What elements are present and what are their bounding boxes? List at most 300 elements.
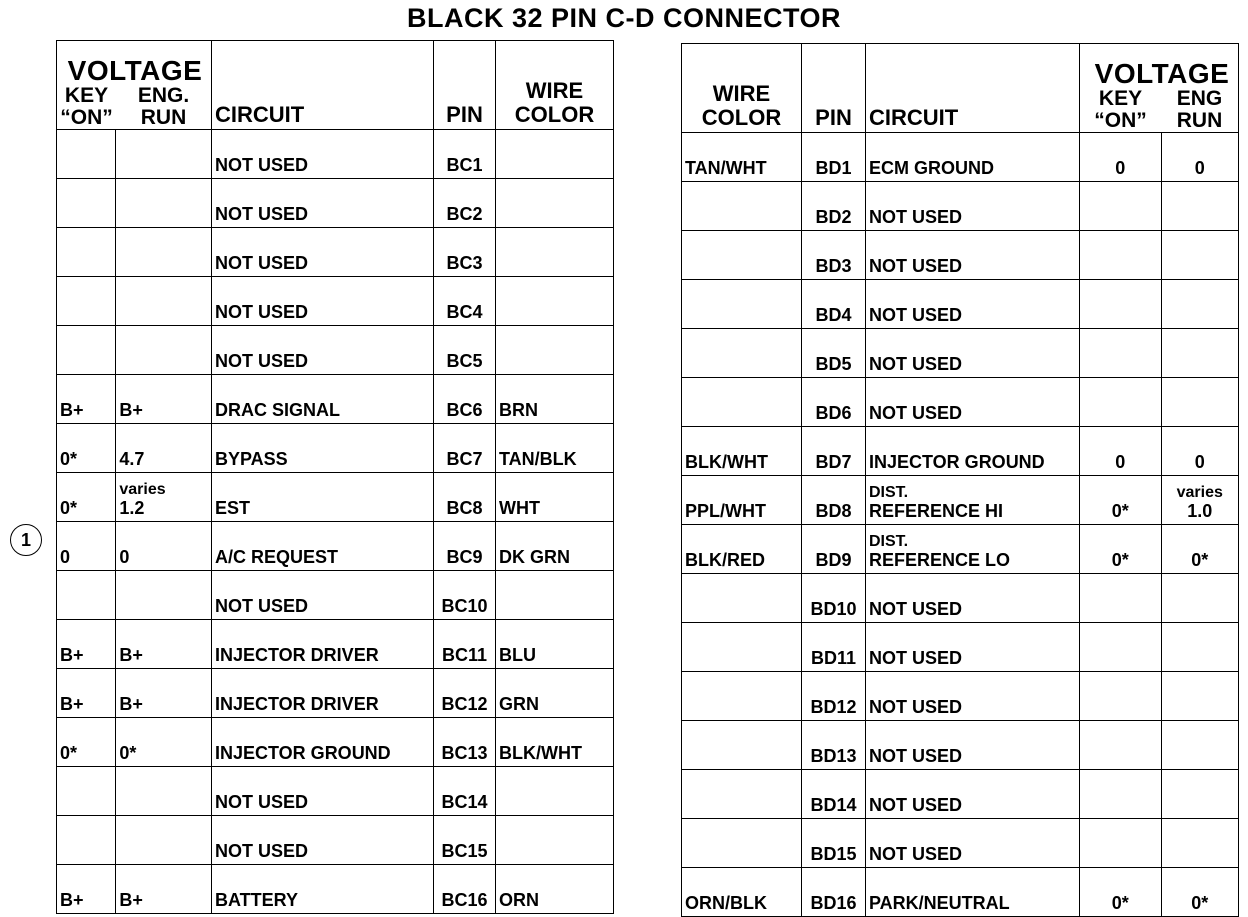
table-row: [57, 326, 614, 375]
table-row: [682, 574, 1239, 623]
pin-id-value: BD7: [815, 452, 852, 472]
circuit-name: [866, 280, 1080, 329]
eng-run-voltage-value: B+: [119, 694, 143, 714]
pin-id-value: BC5: [446, 351, 483, 371]
circuit-name: [866, 231, 1080, 280]
key-on-voltage: [1080, 427, 1162, 476]
key-on-voltage: [57, 326, 116, 375]
circuit-name: [212, 473, 434, 522]
key-on-voltage-value: 0: [1115, 158, 1126, 178]
eng-run-voltage: [1161, 231, 1239, 280]
pin-id: [434, 718, 496, 767]
wire-color-value: PPL/WHT: [685, 501, 766, 521]
wire-color: [496, 228, 614, 277]
pin-id-value: BC10: [441, 596, 488, 616]
circuit-name: [866, 574, 1080, 623]
circuit-name: [866, 329, 1080, 378]
pin-id: [802, 525, 866, 574]
pin-id-value: BC2: [446, 204, 483, 224]
circuit-name: [866, 525, 1080, 574]
circuit-name: [866, 623, 1080, 672]
key-on-voltage-value: 0*: [1111, 893, 1129, 913]
pin-id-value: BC13: [441, 743, 488, 763]
key-on-voltage-value: 0*: [60, 498, 78, 518]
pin-id-value: BD3: [815, 256, 852, 276]
key-on-header: [1080, 88, 1161, 132]
key-on-voltage: [57, 179, 116, 228]
circuit-name-upper: DIST.: [869, 533, 909, 550]
eng-run-voltage: [1161, 672, 1239, 721]
pin-id: [802, 182, 866, 231]
pin-id-value: BD1: [815, 158, 852, 178]
table-row: [682, 770, 1239, 819]
voltage-header: [1080, 44, 1239, 133]
key-on-voltage: [1080, 378, 1162, 427]
wire-color: [682, 819, 802, 868]
circuit-name: [212, 179, 434, 228]
key-on-voltage: [1080, 868, 1162, 917]
pin-id-value: BC8: [446, 498, 483, 518]
key-on-voltage-value: 0: [60, 547, 71, 567]
circuit-name-value: A/C REQUEST: [215, 547, 339, 567]
eng-run-voltage: [116, 865, 212, 914]
pin-id: [434, 424, 496, 473]
table-row: [682, 133, 1239, 182]
circuit-name: [212, 865, 434, 914]
key-on-header: [57, 85, 116, 129]
table-row: [57, 718, 614, 767]
key-on-voltage: [57, 277, 116, 326]
wire-color-value: WHT: [499, 498, 540, 518]
table-row: [57, 375, 614, 424]
pin-id-value: BD11: [810, 648, 857, 668]
key-on-voltage: [1080, 182, 1162, 231]
table-row: [682, 476, 1239, 525]
table-row: [682, 329, 1239, 378]
eng-run-voltage: [116, 669, 212, 718]
pin-id: [434, 816, 496, 865]
pin-id-value: BD16: [810, 893, 857, 913]
wire-color: [682, 378, 802, 427]
pin-id-value: BC6: [446, 400, 483, 420]
on-label: “ON”: [60, 106, 113, 129]
circuit-name: [212, 375, 434, 424]
eng-run-voltage: [1161, 721, 1239, 770]
bc-table-header: [57, 41, 614, 130]
pin-id-value: BD15: [810, 844, 857, 864]
eng-run-voltage: [116, 326, 212, 375]
pin-id: [434, 130, 496, 179]
table-row: [57, 767, 614, 816]
wire-color: [496, 424, 614, 473]
pin-id-value: BC11: [441, 645, 488, 665]
circuit-name: [212, 767, 434, 816]
circuit-name: [866, 819, 1080, 868]
key-on-voltage: [1080, 476, 1162, 525]
eng-run-voltage-upper: varies: [1176, 484, 1223, 501]
pin-id: [802, 329, 866, 378]
key-on-voltage: [1080, 819, 1162, 868]
wire-color: [496, 130, 614, 179]
wire-color: [496, 767, 614, 816]
table-row: [682, 525, 1239, 574]
wire-color-value: TAN/BLK: [499, 449, 577, 469]
key-on-voltage: [1080, 721, 1162, 770]
key-on-voltage: [57, 473, 116, 522]
eng-run-voltage: [116, 620, 212, 669]
circuit-name: [212, 571, 434, 620]
wire-color: [682, 280, 802, 329]
pin-header-label: PIN: [446, 102, 483, 127]
pin-id-value: BD2: [815, 207, 852, 227]
circuit-name-upper: DIST.: [869, 484, 909, 501]
voltage-header: [57, 41, 212, 130]
circuit-name-value: NOT USED: [869, 746, 963, 766]
table-row: [682, 378, 1239, 427]
pin-id: [434, 375, 496, 424]
key-on-voltage: [1080, 525, 1162, 574]
circuit-name: [866, 721, 1080, 770]
eng-run-voltage: [1161, 182, 1239, 231]
circuit-header-label: CIRCUIT: [869, 105, 959, 130]
circuit-name: [212, 816, 434, 865]
circuit-name: [212, 277, 434, 326]
pin-header: [802, 44, 866, 133]
circuit-name: [212, 424, 434, 473]
run-label: RUN: [140, 106, 187, 129]
table-row: [57, 620, 614, 669]
wire-color-value: BLK/RED: [685, 550, 765, 570]
pin-id: [434, 865, 496, 914]
key-label: KEY: [64, 84, 109, 107]
circuit-name-value: EST: [215, 498, 251, 518]
circuit-name: [866, 672, 1080, 721]
wire-color: [682, 574, 802, 623]
eng-run-voltage-value: 0*: [119, 743, 137, 763]
pin-id-value: BC14: [441, 792, 488, 812]
eng-label: ENG: [1176, 87, 1223, 110]
key-on-voltage-value: B+: [60, 645, 84, 665]
bd-connector-table: [681, 43, 1239, 917]
wire-color: [682, 329, 802, 378]
eng-run-voltage: [116, 228, 212, 277]
eng-run-voltage: [1161, 770, 1239, 819]
key-on-voltage: [1080, 770, 1162, 819]
pin-id: [434, 669, 496, 718]
wire-color: [682, 427, 802, 476]
pin-id: [802, 623, 866, 672]
eng-run-voltage: [1161, 280, 1239, 329]
eng-run-header: [116, 85, 211, 129]
key-on-voltage: [57, 865, 116, 914]
eng-run-voltage: [1161, 378, 1239, 427]
pin-id: [434, 620, 496, 669]
key-on-voltage: [57, 228, 116, 277]
circuit-name: [866, 133, 1080, 182]
key-on-voltage: [57, 522, 116, 571]
circuit-name-value: BATTERY: [215, 890, 298, 910]
pin-id: [434, 179, 496, 228]
eng-label: ENG.: [137, 84, 190, 107]
eng-run-voltage-value: B+: [119, 645, 143, 665]
eng-run-voltage: [1161, 819, 1239, 868]
circuit-name-value: NOT USED: [869, 795, 963, 815]
pin-id: [434, 277, 496, 326]
circuit-name-value: NOT USED: [869, 207, 963, 227]
key-on-voltage-value: 0: [1115, 452, 1126, 472]
wire-color-value: BLK/WHT: [685, 452, 768, 472]
key-on-voltage: [1080, 280, 1162, 329]
key-on-voltage-value: B+: [60, 694, 84, 714]
table-row: [57, 571, 614, 620]
wire-color: [682, 525, 802, 574]
key-on-voltage-value: 0*: [60, 449, 78, 469]
table-row: [682, 819, 1239, 868]
circuit-name-value: PARK/NEUTRAL: [869, 893, 1010, 913]
circuit-name: [866, 770, 1080, 819]
eng-run-voltage: [116, 130, 212, 179]
wire-color: [496, 620, 614, 669]
pin-id: [802, 231, 866, 280]
key-label: KEY: [1098, 87, 1143, 110]
circuit-name-value: NOT USED: [869, 648, 963, 668]
pin-id: [802, 133, 866, 182]
table-row: [682, 672, 1239, 721]
circuit-name-value: NOT USED: [215, 155, 309, 175]
circuit-name-value: NOT USED: [215, 792, 309, 812]
wire-label: WIRE: [525, 78, 584, 103]
wire-color-value: DK GRN: [499, 547, 570, 567]
circuit-name-value: NOT USED: [869, 305, 963, 325]
wire-color-value: BLU: [499, 645, 536, 665]
circuit-name-value: NOT USED: [869, 697, 963, 717]
pin-id: [802, 868, 866, 917]
table-row: [682, 427, 1239, 476]
wire-color: [682, 770, 802, 819]
circuit-name: [212, 130, 434, 179]
pin-id-value: BC16: [441, 890, 488, 910]
circuit-name-value: ECM GROUND: [869, 158, 994, 178]
table-row: [57, 816, 614, 865]
wire-color-value: ORN/BLK: [685, 893, 767, 913]
pin-id: [802, 378, 866, 427]
pin-id: [434, 522, 496, 571]
key-on-voltage-value: B+: [60, 400, 84, 420]
eng-run-voltage: [1161, 427, 1239, 476]
circuit-header-label: CIRCUIT: [215, 102, 305, 127]
wire-color: [682, 868, 802, 917]
table-row: [682, 231, 1239, 280]
wire-color-value: TAN/WHT: [685, 158, 767, 178]
pin-id-value: BD12: [810, 697, 857, 717]
eng-run-voltage: [116, 375, 212, 424]
wire-color: [682, 133, 802, 182]
eng-run-voltage: [116, 571, 212, 620]
eng-run-voltage: [1161, 574, 1239, 623]
eng-run-voltage: [116, 767, 212, 816]
eng-run-voltage-value: 0*: [1191, 550, 1209, 570]
wire-color-header: [682, 44, 802, 133]
circuit-name: [212, 669, 434, 718]
wire-color: [496, 865, 614, 914]
eng-run-voltage-value: 4.7: [119, 449, 145, 469]
circuit-name: [866, 378, 1080, 427]
circuit-name-value: INJECTOR GROUND: [215, 743, 391, 763]
wire-color: [496, 179, 614, 228]
key-on-voltage-value: 0*: [60, 743, 78, 763]
wire-color: [682, 182, 802, 231]
circuit-name-value: NOT USED: [215, 596, 309, 616]
pin-id-value: BC7: [446, 449, 483, 469]
circuit-name: [212, 326, 434, 375]
circuit-name-value: DRAC SIGNAL: [215, 400, 340, 420]
eng-run-voltage: [1161, 623, 1239, 672]
wire-color: [496, 522, 614, 571]
pin-id-value: BC9: [446, 547, 483, 567]
pin-id-value: BC3: [446, 253, 483, 273]
pin-id-value: BD8: [815, 501, 852, 521]
key-on-voltage: [57, 571, 116, 620]
table-row: [682, 721, 1239, 770]
wire-label: WIRE: [712, 81, 771, 106]
eng-run-voltage-value: 1.2: [119, 498, 145, 518]
pin-id-value: BD5: [815, 354, 852, 374]
table-row: [682, 182, 1239, 231]
eng-run-voltage: [1161, 329, 1239, 378]
voltage-label: VOLTAGE: [1094, 58, 1230, 89]
key-on-voltage: [1080, 623, 1162, 672]
key-on-voltage: [1080, 329, 1162, 378]
wire-color-value: ORN: [499, 890, 539, 910]
circuit-header: [212, 41, 434, 130]
eng-run-voltage: [116, 473, 212, 522]
circuit-name-value: NOT USED: [215, 204, 309, 224]
wire-color: [682, 476, 802, 525]
key-on-voltage: [57, 620, 116, 669]
circuit-name: [212, 522, 434, 571]
eng-run-voltage: [1161, 476, 1239, 525]
circuit-name-value: INJECTOR DRIVER: [215, 694, 379, 714]
bc-connector-table: [56, 40, 614, 914]
table-row: [682, 868, 1239, 917]
pin-id: [434, 228, 496, 277]
circuit-name: [866, 868, 1080, 917]
wire-color: [496, 718, 614, 767]
circuit-name-value: REFERENCE LO: [869, 550, 1011, 570]
pin-id-value: BD14: [810, 795, 857, 815]
circuit-name-value: REFERENCE HI: [869, 501, 1004, 521]
voltage-label: VOLTAGE: [67, 55, 203, 86]
pin-id-value: BC15: [441, 841, 488, 861]
circuit-name: [866, 476, 1080, 525]
pin-id: [802, 770, 866, 819]
pin-id: [802, 427, 866, 476]
circuit-name-value: NOT USED: [869, 403, 963, 423]
eng-run-voltage: [116, 424, 212, 473]
wire-color: [682, 623, 802, 672]
key-on-voltage: [57, 669, 116, 718]
eng-run-voltage: [1161, 525, 1239, 574]
eng-run-voltage: [116, 277, 212, 326]
key-on-voltage: [57, 424, 116, 473]
pin-id: [434, 473, 496, 522]
wire-color-header: [496, 41, 614, 130]
pin-id: [434, 571, 496, 620]
circuit-name-value: NOT USED: [215, 841, 309, 861]
key-on-voltage-value: B+: [60, 890, 84, 910]
table-row: [57, 179, 614, 228]
eng-run-voltage-value: B+: [119, 400, 143, 420]
pin-id: [434, 767, 496, 816]
run-label: RUN: [1176, 109, 1223, 132]
pin-id-value: BD4: [815, 305, 852, 325]
wire-color: [496, 277, 614, 326]
key-on-voltage: [1080, 231, 1162, 280]
circuit-name-value: NOT USED: [869, 844, 963, 864]
wire-color: [682, 231, 802, 280]
key-on-voltage: [1080, 574, 1162, 623]
eng-run-voltage: [116, 179, 212, 228]
table-row: [57, 228, 614, 277]
eng-run-voltage-value: B+: [119, 890, 143, 910]
circuit-name: [212, 620, 434, 669]
key-on-voltage: [57, 375, 116, 424]
wire-color-value: BRN: [499, 400, 538, 420]
wire-color: [496, 473, 614, 522]
wire-color: [496, 816, 614, 865]
circuit-name: [866, 182, 1080, 231]
eng-run-voltage-value: 0*: [1191, 893, 1209, 913]
pin-id: [802, 672, 866, 721]
wire-color: [496, 326, 614, 375]
bc-table-body: [57, 130, 614, 914]
wire-color: [496, 571, 614, 620]
key-on-voltage: [57, 130, 116, 179]
key-on-voltage-value: 0*: [1111, 550, 1129, 570]
pin-id-value: BC12: [441, 694, 488, 714]
pin-id-value: BD6: [815, 403, 852, 423]
table-row: [57, 277, 614, 326]
pin-header-label: PIN: [815, 105, 852, 130]
eng-run-voltage-value: 0: [1194, 452, 1205, 472]
key-on-voltage: [57, 767, 116, 816]
circuit-name-value: NOT USED: [215, 253, 309, 273]
eng-run-voltage: [1161, 868, 1239, 917]
table-row: [57, 669, 614, 718]
pin-id: [802, 476, 866, 525]
table-row: [682, 280, 1239, 329]
eng-run-voltage-value: 0: [119, 547, 130, 567]
key-on-voltage-value: 0*: [1111, 501, 1129, 521]
pin-header: [434, 41, 496, 130]
eng-run-header: [1161, 88, 1238, 132]
circuit-name-value: NOT USED: [215, 302, 309, 322]
color-label: COLOR: [701, 105, 782, 130]
wire-color: [682, 721, 802, 770]
wire-color-value: BLK/WHT: [499, 743, 582, 763]
on-label: “ON”: [1094, 109, 1147, 132]
circuit-name: [866, 427, 1080, 476]
key-on-voltage: [57, 718, 116, 767]
pin-id: [802, 574, 866, 623]
table-row: [57, 473, 614, 522]
pin-id: [802, 721, 866, 770]
key-on-voltage: [1080, 133, 1162, 182]
color-label: COLOR: [514, 102, 595, 127]
wire-color: [496, 669, 614, 718]
wire-color-value: GRN: [499, 694, 539, 714]
circuit-name-value: NOT USED: [869, 256, 963, 276]
